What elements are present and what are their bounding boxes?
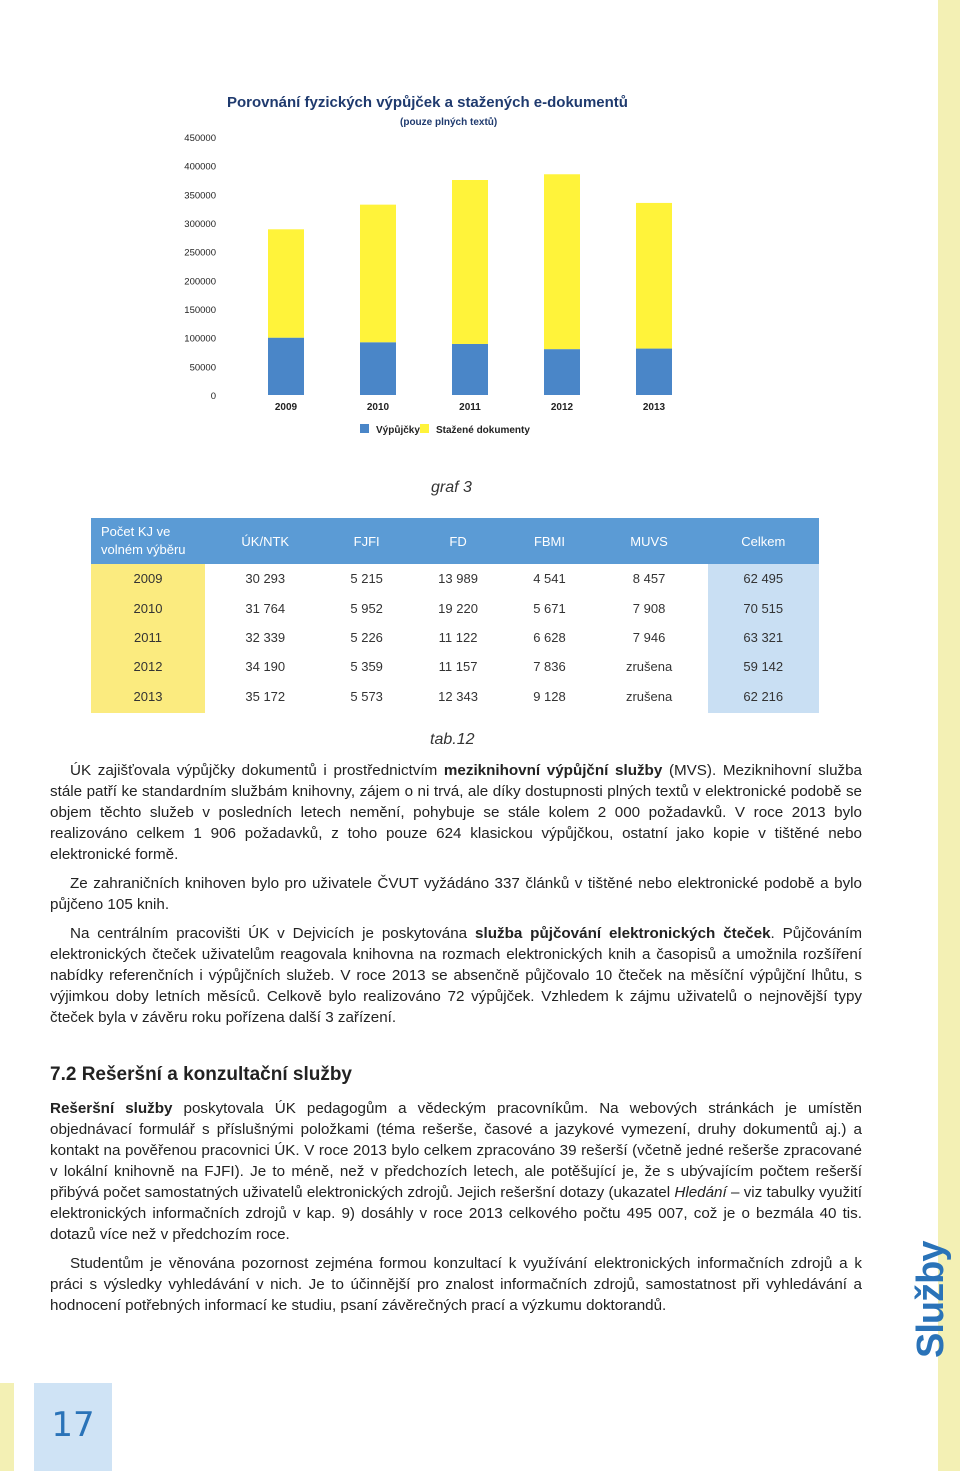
table-cell-total: 62 495 (708, 564, 819, 593)
table-cell: 5 952 (350, 600, 383, 616)
page-number: 17 (51, 1405, 95, 1445)
table-cell-year: 2009 (91, 564, 205, 593)
table-cell-year: 2013 (91, 682, 205, 713)
table-cell-total: 59 142 (708, 652, 819, 681)
paragraph-research-services (50, 1098, 862, 1245)
text-run: ÚK zajišťovala výpůjčky dokumentů i prostřednictvím (70, 762, 444, 779)
body-text-lower (50, 1098, 862, 1324)
bar-loans (268, 338, 304, 395)
bars (268, 174, 672, 395)
table-row (91, 593, 819, 622)
table-cell: 5 573 (350, 688, 383, 704)
table-cell: 7 836 (533, 659, 566, 675)
chart-svg (180, 85, 720, 445)
chart-subtitle: (pouze plných textů) (400, 117, 498, 128)
left-color-strip (0, 1383, 14, 1471)
bar-downloads (636, 203, 672, 349)
table-header-cell: FBMI (508, 518, 590, 564)
table-header-row (91, 518, 819, 564)
table-header-cell: Celkem (708, 518, 819, 564)
table-header-cell: FD (408, 518, 509, 564)
y-tick-label: 250000 (184, 247, 216, 259)
text-run: poskytovala ÚK pedagogům a vědeckým pracovníkům. Na webových stránkách je umístěn objednávací formulář s příslušnými položkami (téma rešerše, časové a jazykové vymezení, druhy dokumentů aj.) a kontakt na pověřenou pracovnici ÚK. V roce 2013 bylo celkem zpracováno 39 rešerší (včetně jedné rešerše zpracované v lokální knihovně na FJFI). Je to méně, než v předchozích letech, ale potěšující je, že s ubývajícím počtem rešerší přibývá počet samostatných uživatelů elektronických zdrojů. Jejich rešeršní dotazy (ukazatel (50, 1100, 862, 1201)
table-header-cell: ÚK/NTK (205, 518, 326, 564)
table-cell: 8 457 (632, 571, 666, 587)
table-cell: 13 989 (438, 571, 478, 587)
bar-downloads (360, 205, 396, 343)
y-tick-label: 50000 (189, 362, 216, 374)
bar-chart (180, 85, 720, 445)
text-run-bold: meziknihovní výpůjční služby (443, 762, 663, 779)
section-side-label (900, 1241, 960, 1362)
page-number-box (34, 1383, 112, 1471)
table-cell: 6 628 (533, 629, 566, 645)
table-cell-total: 63 321 (708, 623, 819, 652)
x-tick-label: 2011 (459, 402, 481, 413)
y-tick-label: 0 (210, 391, 216, 402)
bar-loans (636, 349, 672, 395)
bar-loans (360, 342, 396, 395)
x-tick-label: 2010 (366, 402, 390, 413)
table-row (91, 623, 819, 652)
text-run: – viz tabulky využití elektronických informačních zdrojů v kap. 9) dosáhly v roce 2013 celkového počtu 495 007, což je o bezmála 40 tis. dotazů více než v předchozím roce. (50, 1184, 862, 1243)
table-cell: 30 293 (245, 571, 286, 587)
y-tick-label: 100000 (184, 333, 216, 345)
data-table (91, 518, 819, 713)
body-text-upper (50, 760, 862, 1036)
table-cell: 4 541 (533, 571, 566, 587)
text-run: . Půjčováním elektronických čteček uživatelům reagovala knihovna na rozmach elektronických knih a časopisů a umožnila rozšíření nabídky referenčních i výpůjčních služeb. V roce 2013 se absenčně půjčovalo 10 čteček na měsíční výpůjční lhůtu, s výjimkou doby letních měsíců. Celkově bylo realizováno 72 výpůjček. Vzhledem k zájmu uživatelů o nejnovější typy čteček byla v závěru roku pořízena další 3 zařízení. (50, 925, 862, 1026)
table-cell: 7 908 (632, 600, 666, 616)
y-tick-label: 150000 (184, 305, 216, 316)
table-header-cell: FJFI (326, 518, 408, 564)
table-caption: tab.12 (430, 731, 475, 748)
x-axis-ticks (275, 402, 666, 413)
table-cell: 5 359 (350, 659, 383, 675)
text-run-bold: služba půjčování elektronických čteček (475, 925, 771, 942)
table-cell: 11 157 (438, 659, 478, 675)
bar-downloads (268, 229, 304, 337)
x-tick-label: 2012 (550, 402, 574, 413)
legend-label: Stažené dokumenty (436, 425, 530, 436)
y-tick-label: 450000 (184, 133, 216, 144)
table-cell: 31 764 (245, 600, 286, 616)
paragraph-mvs (50, 760, 862, 865)
table-cell: 19 220 (438, 600, 478, 616)
paragraph-e-readers (50, 923, 862, 1028)
table-cell: 5 226 (350, 629, 383, 645)
table-cell: zrušena (625, 688, 673, 704)
legend-swatch (420, 424, 429, 433)
text-run: Ze zahraničních knihoven bylo pro uživatele ČVUT vyžádáno 337 článků v tištěné nebo elektronické podobě a bylo půjčeno 105 knih. (50, 875, 862, 913)
table-cell-year: 2012 (91, 652, 205, 681)
text-run: Studentům je věnována pozornost zejména formou konzultací k využívání elektronických informačních zdrojů a k práci s výsledky vyhledávání v nich. Je to účinnější pro znalost informačních zdrojů, samostatnost při vyhledávání a hodnocení potřebných informací ke studiu, psaní závěrečných prací a výzkumu doktorandů. (50, 1255, 862, 1314)
table-cell-year: 2011 (91, 623, 205, 652)
table-cell: 12 343 (438, 688, 478, 704)
text-run-italic: Hledání (674, 1184, 727, 1201)
text-run: (MVS). Meziknihovní služba stále patří ke standardním službám knihovny, zájem o ni trvá, ale díky dostupnosti plných textů v elektronické podobě se objem těchto služeb v posledních letech nemění, pohybuje se stále kolem 2 000 požadavků. V roce 2013 bylo realizováno celkem 1 906 požadavků, z toho pouze 624 klasickou výpůjčkou, ostatní jako kopie v tištěné nebo elektronické formě. (50, 762, 863, 863)
table-cell: 11 122 (438, 629, 478, 645)
table-cell: 5 671 (533, 600, 566, 616)
paragraph-students (50, 1253, 862, 1316)
y-tick-label: 350000 (184, 190, 216, 202)
table-cell: 5 215 (350, 571, 383, 587)
x-tick-label: 2013 (642, 402, 666, 413)
bar-downloads (544, 174, 580, 349)
table-cell: 34 190 (245, 659, 286, 675)
paragraph-foreign-libraries (50, 873, 862, 915)
y-tick-label: 200000 (184, 276, 216, 288)
text-run: Na centrálním pracovišti ÚK v Dejvicích je poskytována (70, 925, 476, 942)
table-header-cell: Počet KJ ve volném výběru (91, 518, 205, 564)
legend-label: Výpůjčky (376, 425, 420, 436)
table-row (91, 652, 819, 681)
table-row (91, 564, 819, 593)
bar-downloads (452, 180, 488, 344)
table-cell-total: 70 515 (708, 593, 819, 622)
y-tick-label: 300000 (184, 219, 216, 230)
section-label-text: Služby (910, 1241, 952, 1358)
table-cell: 9 128 (533, 688, 566, 704)
table-cell: 32 339 (245, 629, 286, 645)
x-tick-label: 2009 (274, 402, 298, 413)
section-heading: 7.2 Rešeršní a konzultační služby (50, 1064, 352, 1085)
chart-caption: graf 3 (431, 479, 472, 496)
table-cell-total: 62 216 (708, 682, 819, 713)
table-cell: zrušena (625, 659, 673, 675)
table-cell-year: 2010 (91, 593, 205, 622)
table-header-cell: MUVS (591, 518, 708, 564)
text-run-bold: Rešeršní služby (50, 1100, 173, 1117)
table-cell: 7 946 (632, 629, 666, 645)
legend-swatch (360, 424, 369, 433)
chart-title: Porovnání fyzických výpůjček a stažených e-dokumentů (227, 94, 628, 111)
table-cell: 35 172 (245, 688, 286, 704)
y-tick-label: 400000 (184, 161, 216, 173)
bar-loans (452, 344, 488, 395)
bar-loans (544, 349, 580, 395)
y-axis-ticks (184, 133, 216, 402)
table-row (91, 682, 819, 713)
legend (360, 424, 530, 436)
